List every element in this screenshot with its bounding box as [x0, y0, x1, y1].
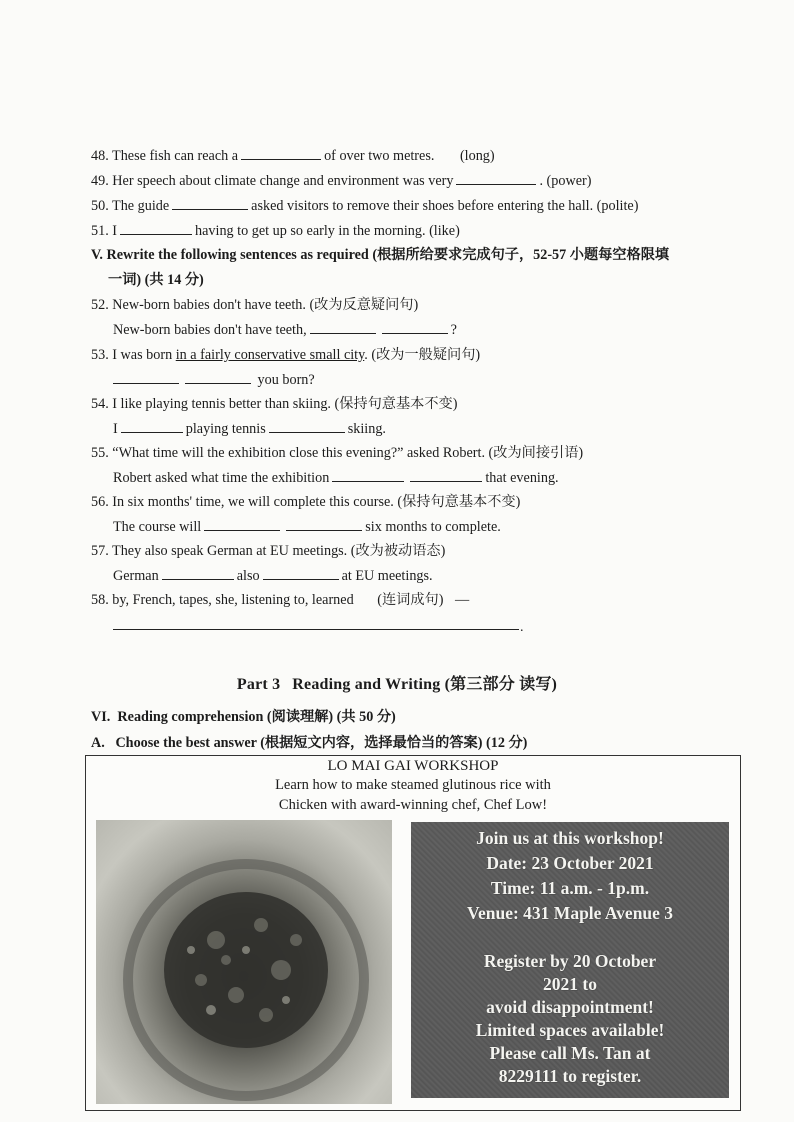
- answer-blank[interactable]: [263, 567, 339, 580]
- answer-blank[interactable]: [120, 222, 192, 235]
- question-58-prompt: 58. by, French, tapes, she, listening to, learned (连词成句) —: [91, 592, 470, 608]
- question-56-answer: The course will six months to complete.: [113, 519, 501, 535]
- workshop-info-box: Join us at this workshop! Date: 23 October 2021 Time: 11 a.m. - 1p.m. Venue: 431 Maple Avenue 3 Register by 20 October 2021 to avoid disappointment! Limited spaces available! Please call Ms. Tan at 8229111 to register.: [411, 822, 729, 1098]
- rice-dish-photo: [96, 820, 392, 1104]
- answer-blank[interactable]: [172, 197, 248, 210]
- question-57-answer: German also at EU meetings.: [113, 568, 433, 584]
- question-52-answer: New-born babies don't have teeth, ?: [113, 322, 457, 338]
- question-52-prompt: 52. New-born babies don't have teeth. (改为反意疑问句): [91, 297, 419, 313]
- question-54-prompt: 54. I like playing tennis better than skiing. (保持句意基本不变): [91, 396, 458, 412]
- answer-blank[interactable]: [121, 420, 183, 433]
- poster-title: LO MAI GAI WORKSHOP: [327, 758, 499, 774]
- question-49: 49. Her speech about climate change and environment was very . (power): [91, 173, 592, 189]
- answer-blank[interactable]: [456, 172, 536, 185]
- poster-subtitle-2: Chicken with award-winning chef, Chef Low!: [278, 797, 548, 813]
- answer-blank[interactable]: [113, 371, 179, 384]
- underlined-phrase: in a fairly conservative small city: [175, 347, 365, 363]
- answer-blank[interactable]: [286, 518, 362, 531]
- question-53-prompt: 53. I was born in a fairly conservative small city. (改为一般疑问句): [91, 347, 481, 363]
- section-6-heading: VI. Reading comprehension (阅读理解) (共 50 分): [91, 709, 396, 725]
- answer-blank[interactable]: [185, 371, 251, 384]
- workshop-poster: [85, 755, 741, 1111]
- question-54-answer: I playing tennis skiing.: [113, 421, 386, 437]
- question-55-answer: Robert asked what time the exhibition that evening.: [113, 470, 559, 486]
- section-5-heading: V. Rewrite the following sentences as required (根据所给要求完成句子，52-57 小题每空格限填: [91, 247, 670, 263]
- question-56-prompt: 56. In six months' time, we will complete this course. (保持句意基本不变): [91, 494, 521, 510]
- part-3-title: Part 3 Reading and Writing (第三部分 读写): [236, 676, 558, 693]
- answer-blank[interactable]: [332, 469, 404, 482]
- answer-period: .: [520, 620, 524, 635]
- question-48: 48. These fish can reach a of over two metres. (long): [91, 148, 495, 164]
- answer-blank[interactable]: [310, 321, 376, 334]
- question-55-prompt: 55. “What time will the exhibition close this evening?” asked Robert. (改为间接引语): [91, 445, 584, 461]
- section-5-heading-cont: 一词) (共 14 分): [108, 272, 204, 288]
- question-51: 51. I having to get up so early in the morning. (like): [91, 223, 460, 239]
- answer-blank[interactable]: [269, 420, 345, 433]
- answer-blank[interactable]: [162, 567, 234, 580]
- answer-line-58[interactable]: [113, 628, 519, 630]
- answer-blank[interactable]: [204, 518, 280, 531]
- question-53-answer: you born?: [113, 371, 754, 389]
- question-50: 50. The guide asked visitors to remove their shoes before entering the hall. (polite): [91, 198, 639, 214]
- poster-subtitle-1: Learn how to make steamed glutinous rice with: [275, 777, 551, 793]
- answer-blank[interactable]: [241, 147, 321, 160]
- question-57-prompt: 57. They also speak German at EU meetings. (改为被动语态): [91, 543, 446, 559]
- answer-blank[interactable]: [410, 469, 482, 482]
- answer-blank[interactable]: [382, 321, 448, 334]
- section-a-heading: A. Choose the best answer (根据短文内容，选择最恰当的答案) (12 分): [91, 735, 528, 751]
